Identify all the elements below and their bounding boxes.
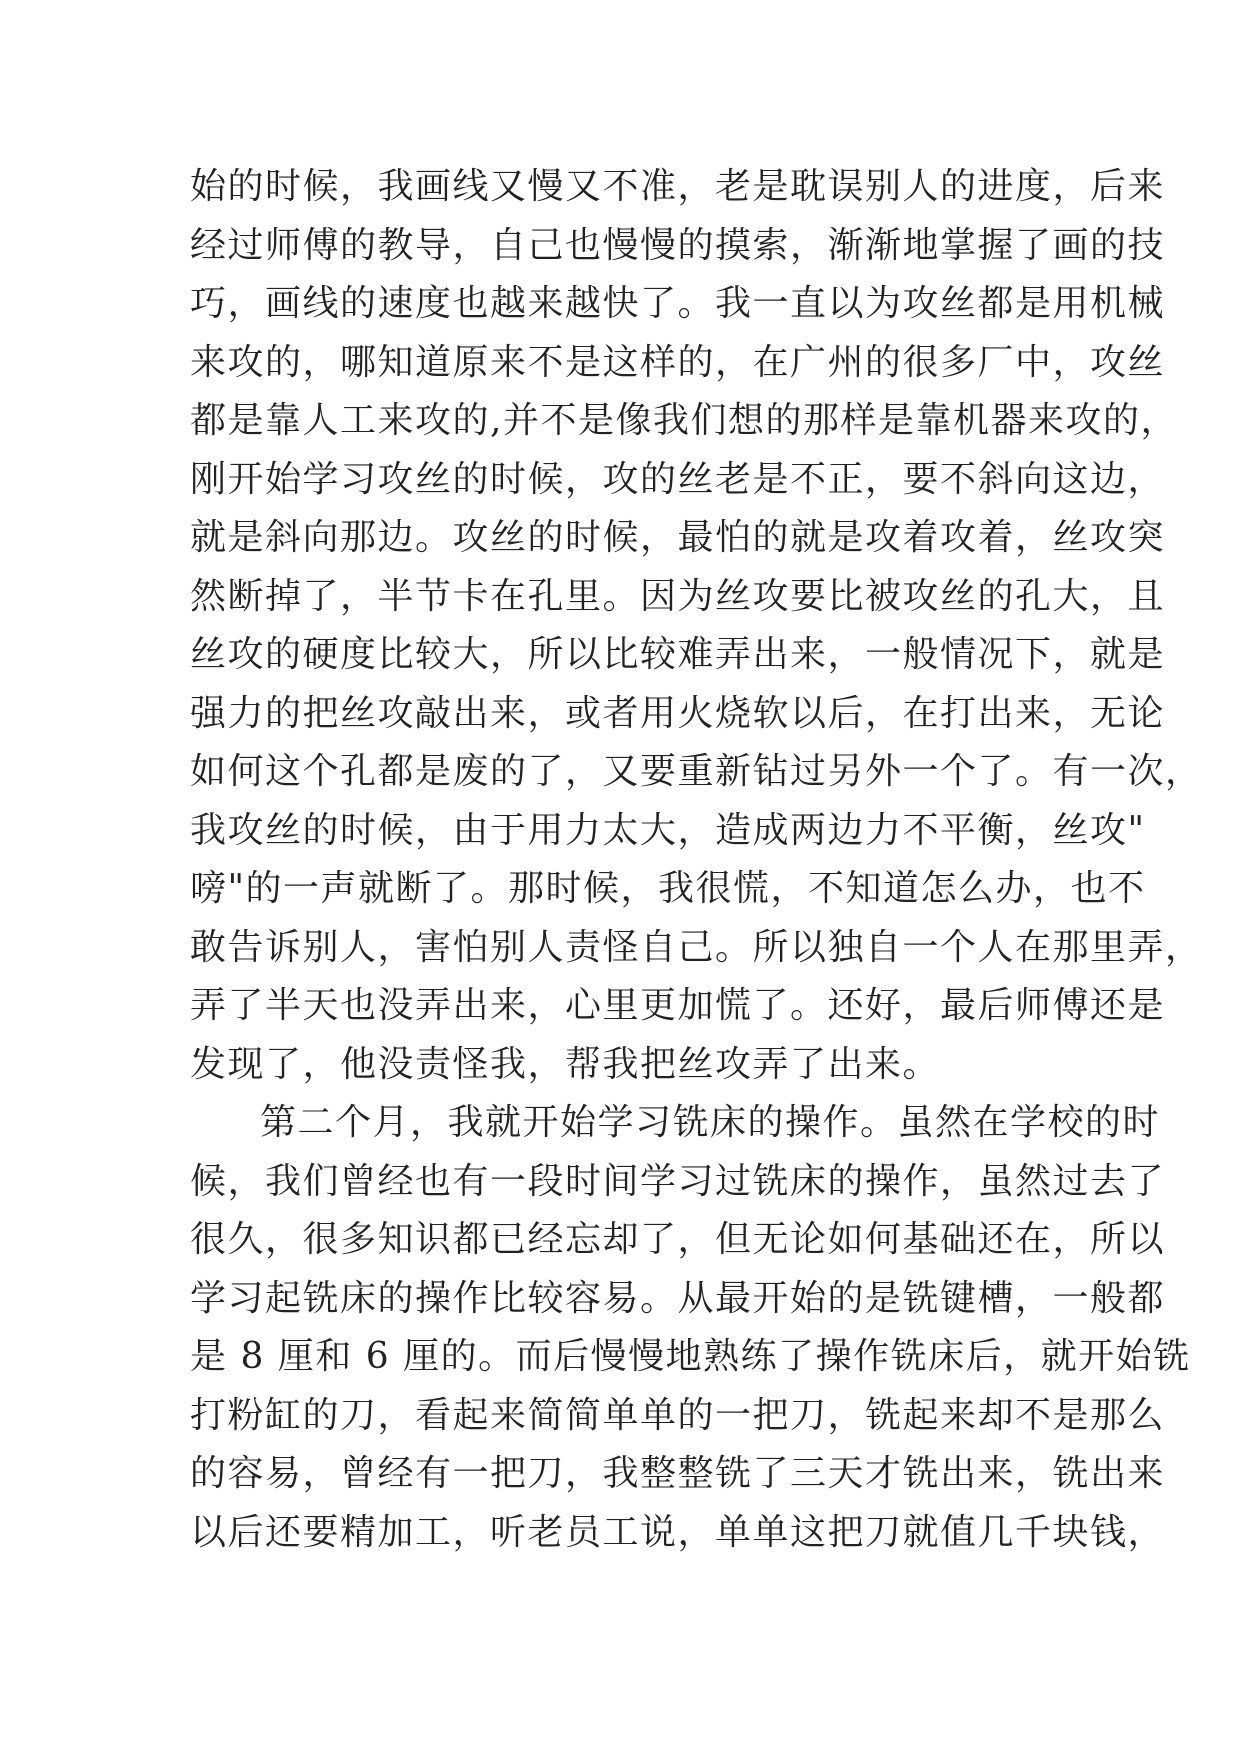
text-line: 我攻丝的时候，由于用力太大，造成两边力不平衡，丝攻": [190, 809, 1146, 851]
text-line: 发现了，他没责怪我，帮我把丝攻弄了出来。: [190, 1043, 941, 1085]
text-line: 经过师傅的教导，自己也慢慢的摸索，渐渐地掌握了画的技: [190, 224, 1166, 266]
text-line: 打粉缸的刀，看起来简简单单的一把刀，铣起来却不是那么: [190, 1394, 1166, 1436]
text-line: 敢告诉别人，害怕别人责怪自己。所以独自一个人在那里弄，: [190, 926, 1203, 968]
text-line: 巧，画线的速度也越来越快了。我一直以为攻丝都是用机械: [190, 283, 1166, 324]
text-line: 学习起铣床的操作比较容易。从最开始的是铣键槽，一般都: [190, 1277, 1166, 1319]
body-text: [190, 158, 1203, 1562]
text-line: 然断掉了，半节卡在孔里。因为丝攻要比被攻丝的孔大，且: [190, 575, 1166, 617]
text-line: 强力的把丝攻敲出来，或者用火烧软以后，在打出来，无论: [190, 692, 1166, 734]
text-line: 嗙"的一声就断了。那时候，我很慌，不知道怎么办，也不: [190, 868, 1146, 909]
text-line: 如何这个孔都是废的了，又要重新钻过另外一个了。有一次，: [190, 751, 1203, 792]
text-line: 是 8 厘和 6 厘的。而后慢慢地熟练了操作铣床后，就开始铣: [190, 1336, 1191, 1377]
text-line: 以后还要精加工，听老员工说，单单这把刀就值几千块钱，: [190, 1511, 1166, 1553]
text-line: 很久，很多知识都已经忘却了，但无论如何基础还在，所以: [190, 1219, 1166, 1260]
text-line: 就是斜向那边。攻丝的时候，最怕的就是攻着攻着，丝攻突: [190, 517, 1166, 558]
text-line: 来攻的，哪知道原来不是这样的，在广州的很多厂中，攻丝: [190, 341, 1166, 383]
text-line: 丝攻的硬度比较大，所以比较难弄出来，一般情况下，就是: [190, 634, 1166, 675]
text-line: 始的时候，我画线又慢又不准，老是耽误别人的进度，后来: [190, 166, 1166, 207]
text-line: 的容易，曾经有一把刀，我整整铣了三天才铣出来，铣出来: [190, 1453, 1166, 1494]
text-line: 弄了半天也没弄出来，心里更加慌了。还好，最后师傅还是: [190, 985, 1166, 1026]
text-line: 都是靠人工来攻的,并不是像我们想的那样是靠机器来攻的，: [190, 400, 1178, 441]
paragraph-first-line: 第二个月，我就开始学习铣床的操作。虽然在学校的时: [260, 1102, 1161, 1143]
text-line: 刚开始学习攻丝的时候，攻的丝老是不正，要不斜向这边，: [190, 458, 1166, 500]
text-line: 候，我们曾经也有一段时间学习过铣床的操作，虽然过去了: [190, 1160, 1166, 1202]
